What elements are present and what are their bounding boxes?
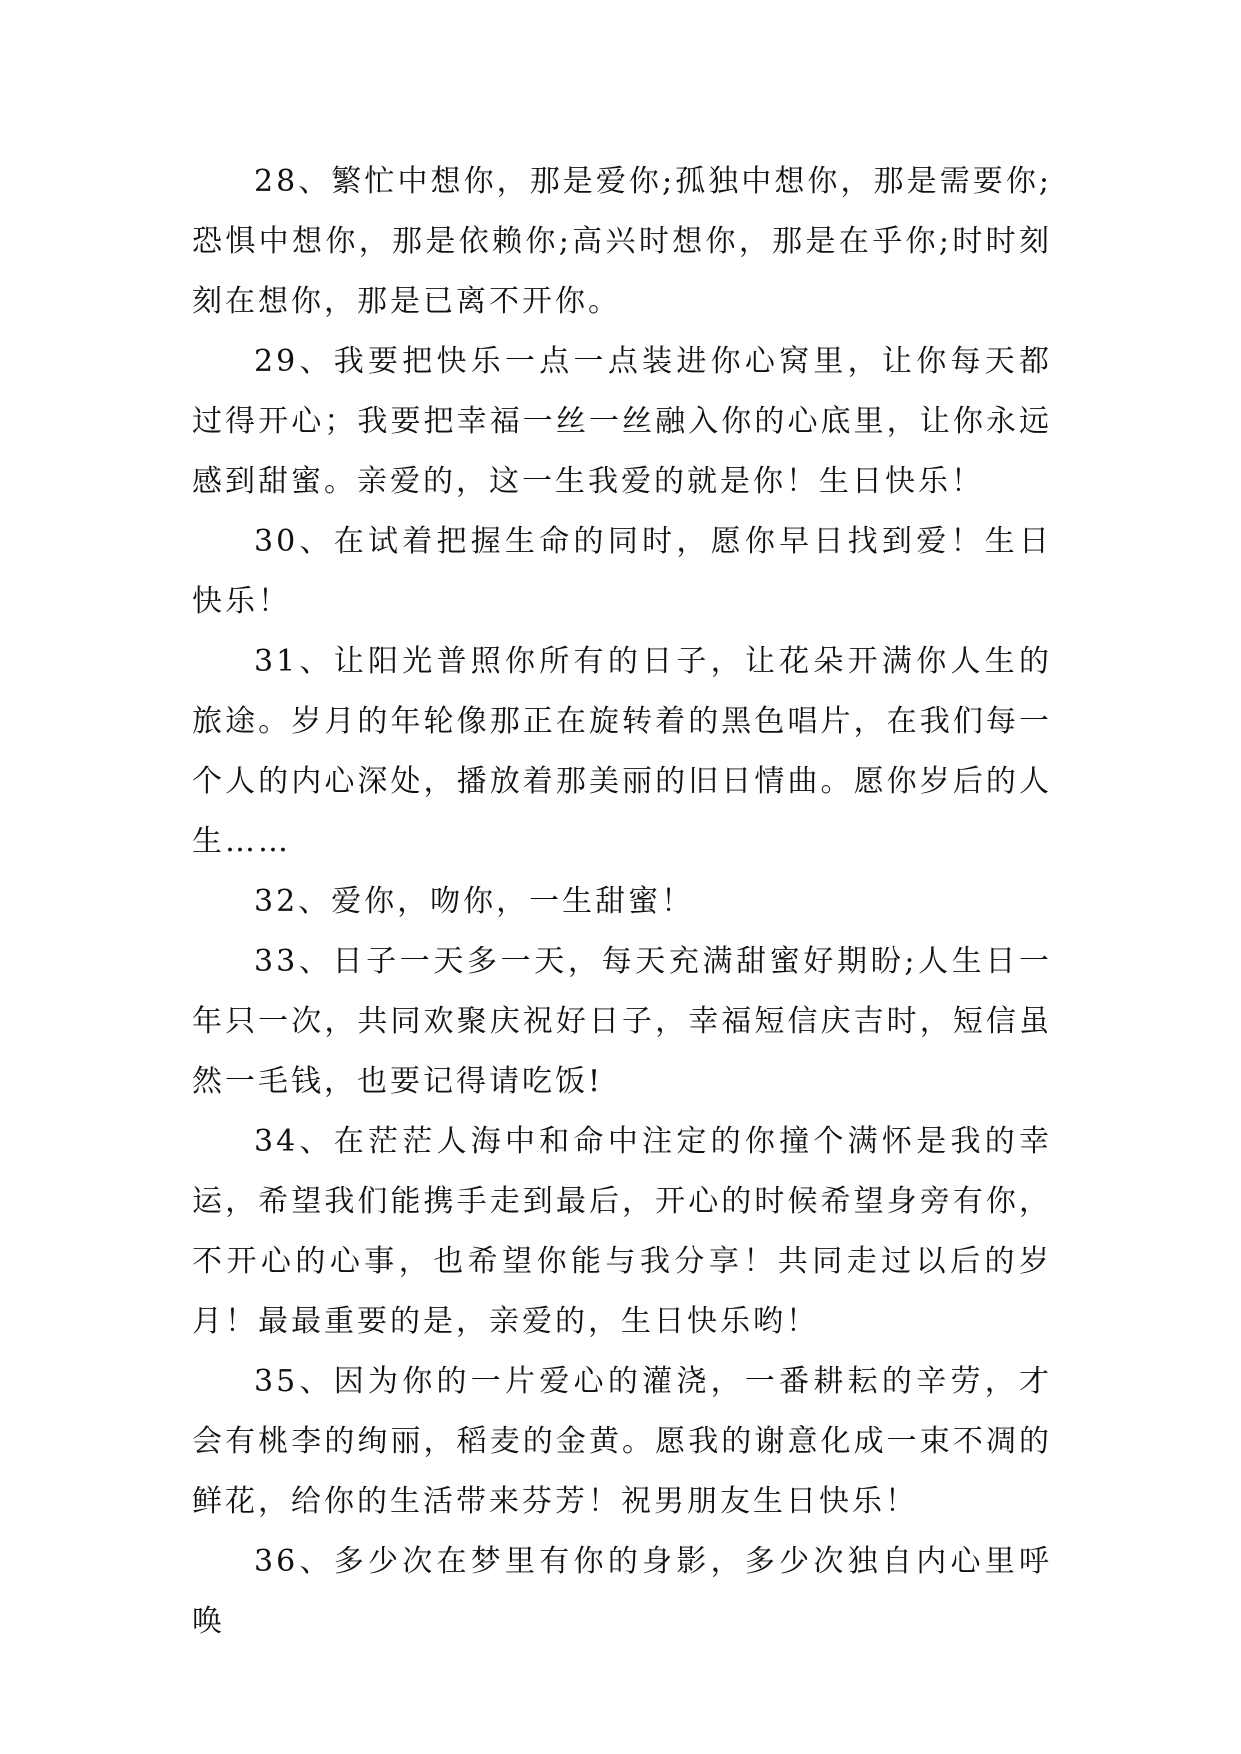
- paragraph-30: 30、在试着把握生命的同时，愿你早日找到爱！生日快乐！: [192, 524, 1052, 619]
- paragraph-28: 28、繁忙中想你，那是爱你;孤独中想你，那是需要你;恐惧中想你，那是依赖你;高兴时想你，那是在乎你;时时刻刻在想你，那是已离不开你。: [192, 164, 1052, 319]
- paragraph-29: 29、我要把快乐一点一点装进你心窝里，让你每天都过得开心；我要把幸福一丝一丝融入你的心底里，让你永远感到甜蜜。亲爱的，这一生我爱的就是你！生日快乐！: [192, 344, 1052, 499]
- paragraph-35: 35、因为你的一片爱心的灌浇，一番耕耘的辛劳，才会有桃李的绚丽，稻麦的金黄。愿我的谢意化成一束不凋的鲜花，给你的生活带来芬芳！祝男朋友生日快乐！: [192, 1364, 1052, 1519]
- document-body: [192, 152, 1052, 1652]
- paragraph-33: 33、日子一天多一天，每天充满甜蜜好期盼;人生日一年只一次，共同欢聚庆祝好日子，幸福短信庆吉时，短信虽然一毛钱，也要记得请吃饭!: [192, 944, 1052, 1099]
- paragraph-32: 32、爱你，吻你，一生甜蜜！: [254, 884, 695, 919]
- paragraph-34: 34、在茫茫人海中和命中注定的你撞个满怀是我的幸运，希望我们能携手走到最后，开心的时候希望身旁有你，不开心的心事，也希望你能与我分享！共同走过以后的岁月！最最重要的是，亲爱的，生日快乐哟！: [192, 1124, 1052, 1339]
- paragraph-31: 31、让阳光普照你所有的日子，让花朵开满你人生的旅途。岁月的年轮像那正在旋转着的黑色唱片，在我们每一个人的内心深处，播放着那美丽的旧日情曲。愿你岁后的人生……: [192, 644, 1052, 859]
- paragraph-36: 36、多少次在梦里有你的身影，多少次独自内心里呼唤: [192, 1544, 1052, 1639]
